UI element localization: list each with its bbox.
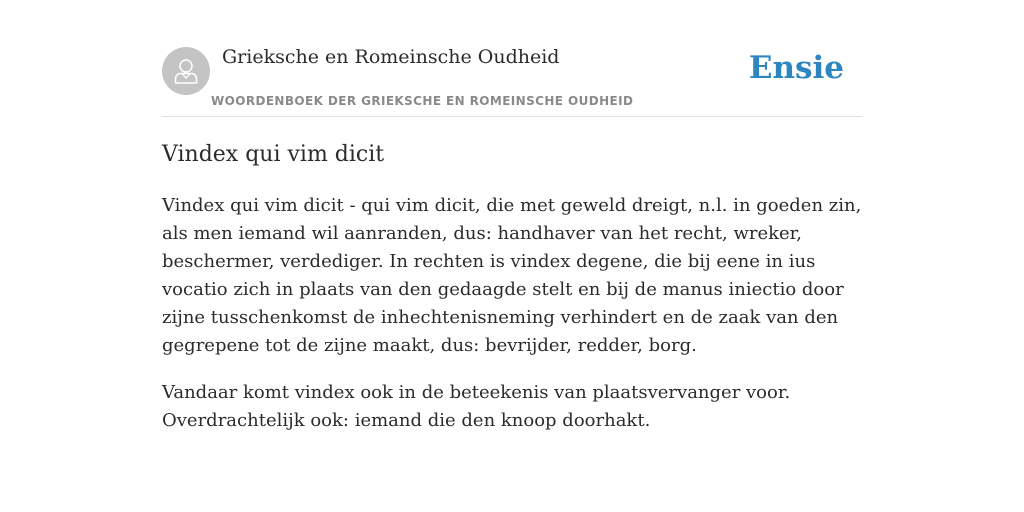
source-subtitle-link[interactable]: WOORDENBOEK DER GRIEKSCHE EN ROMEINSCHE OUDHEID bbox=[211, 94, 634, 108]
source-title-link[interactable]: Grieksche en Romeinsche Oudheid bbox=[222, 46, 560, 68]
entry-body bbox=[162, 192, 862, 435]
entry-content bbox=[162, 139, 862, 435]
entry-header bbox=[162, 44, 862, 117]
brand-logo[interactable]: Ensie bbox=[748, 50, 844, 86]
user-icon bbox=[174, 58, 198, 84]
entry-title: Vindex qui vim dicit bbox=[162, 142, 385, 167]
avatar[interactable] bbox=[162, 47, 210, 95]
entry-paragraph: Vindex qui vim dicit - qui vim dicit, die met geweld dreigt, n.l. in goeden zin, als men iemand wil aanranden, dus: handhaver van het recht, wreker, beschermer, verdediger. In rechten is vindex degene, die bij eene in ius vocatio zich in plaats van den gedaagde stelt en bij de manus iniectio door zijne tusschenkomst de inhechtenisneming verhindert en de zaak van den gegrepene tot de zijne maakt, dus: bevrijder, redder, borg. bbox=[162, 195, 862, 356]
entry-paragraph: Vandaar komt vindex ook in de beteekenis van plaatsvervanger voor. Overdrachtelijk ook: iemand die den knoop doorhakt. bbox=[162, 382, 791, 431]
